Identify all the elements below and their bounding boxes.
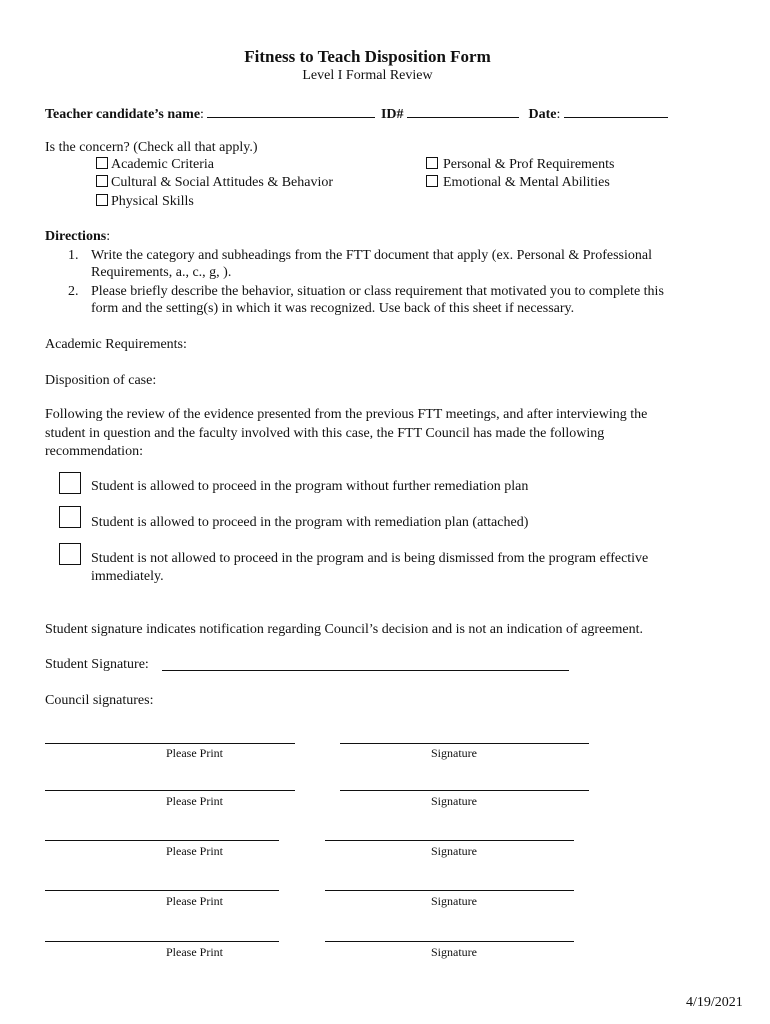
form-subtitle: Level I Formal Review xyxy=(302,68,433,83)
direction-item-1-line1: Write the category and subheadings from the FTT document that apply (ex. Personal & Professional xyxy=(91,248,652,263)
signature-line-1[interactable] xyxy=(340,743,589,744)
signature-label-1: Signature xyxy=(431,746,477,760)
print-line-4[interactable] xyxy=(45,890,279,891)
review-text-line2: student in question and the faculty involved with this case, the FTT Council has made the following xyxy=(45,426,605,441)
print-label-5: Please Print xyxy=(166,945,223,959)
concern-option-cultural[interactable] xyxy=(96,175,333,191)
option-label: Cultural & Social Attitudes & Behavior xyxy=(111,175,334,190)
checkbox[interactable] xyxy=(426,157,438,169)
name-colon: : xyxy=(200,107,204,122)
checkbox[interactable] xyxy=(426,175,438,187)
checkbox[interactable] xyxy=(96,194,108,206)
review-text-line3: recommendation: xyxy=(45,444,143,459)
recommendation-3-text-line2: immediately. xyxy=(91,569,164,584)
print-line-3[interactable] xyxy=(45,840,279,841)
footer-date: 4/19/2021 xyxy=(686,995,743,1010)
recommendation-checkbox-1[interactable] xyxy=(59,472,81,494)
signature-line-4[interactable] xyxy=(325,890,574,891)
concern-question: Is the concern? (Check all that apply.) xyxy=(45,140,258,155)
concern-option-academic[interactable] xyxy=(96,157,214,173)
concern-option-personal[interactable] xyxy=(426,157,614,173)
checkbox[interactable] xyxy=(96,175,108,187)
council-signatures-label: Council signatures: xyxy=(45,693,154,708)
print-line-5[interactable] xyxy=(45,941,279,942)
concern-option-emotional[interactable] xyxy=(426,175,610,191)
directions-colon: : xyxy=(106,229,111,244)
recommendation-2-text: Student is allowed to proceed in the program with remediation plan (attached) xyxy=(91,515,529,530)
option-label: Emotional & Mental Abilities xyxy=(443,175,610,190)
option-label: Personal & Prof Requirements xyxy=(443,157,615,172)
id-field[interactable] xyxy=(407,104,519,118)
direction-item-1-line2: Requirements, a., c., g, ). xyxy=(91,265,232,280)
print-label-2: Please Print xyxy=(166,794,223,808)
form-title: Fitness to Teach Disposition Form xyxy=(244,47,491,66)
date-field[interactable] xyxy=(564,104,668,118)
date-colon: : xyxy=(556,107,561,122)
directions-heading xyxy=(45,229,110,245)
signature-line-3[interactable] xyxy=(325,840,574,841)
header-fields xyxy=(45,104,668,123)
direction-item-2-line1: Please briefly describe the behavior, situation or class requirement that motivated you to complete this xyxy=(91,284,664,299)
direction-num-1: 1. xyxy=(68,248,79,263)
student-signature-line[interactable] xyxy=(162,670,569,671)
academic-requirements-label: Academic Requirements: xyxy=(45,337,187,352)
concern-option-physical[interactable] xyxy=(96,194,194,210)
recommendation-checkbox-3[interactable] xyxy=(59,543,81,565)
date-label: Date xyxy=(528,107,557,122)
signature-note: Student signature indicates notification regarding Council’s decision and is not an indication of agreement. xyxy=(45,622,643,637)
direction-num-2: 2. xyxy=(68,284,79,299)
id-label: ID# xyxy=(380,107,404,122)
option-label: Physical Skills xyxy=(111,194,194,209)
print-line-1[interactable] xyxy=(45,743,295,744)
signature-label-4: Signature xyxy=(431,894,477,908)
print-label-3: Please Print xyxy=(166,844,223,858)
direction-item-2-line2: form and the setting(s) in which it was recognized. Use back of this sheet if necessary. xyxy=(91,301,575,316)
student-signature-label: Student Signature: xyxy=(45,657,149,672)
checkbox[interactable] xyxy=(96,157,108,169)
signature-label-5: Signature xyxy=(431,945,477,959)
signature-label-2: Signature xyxy=(431,794,477,808)
name-label: Teacher candidate’s name xyxy=(45,107,201,122)
signature-label-3: Signature xyxy=(431,844,477,858)
disposition-label: Disposition of case: xyxy=(45,373,157,388)
name-field[interactable] xyxy=(207,104,375,118)
option-label: Academic Criteria xyxy=(111,157,215,172)
review-text-line1: Following the review of the evidence presented from the previous FTT meetings, and after interviewing the xyxy=(45,407,648,422)
recommendation-3-text: Student is not allowed to proceed in the program and is being dismissed from the program effective xyxy=(91,551,649,566)
print-label-4: Please Print xyxy=(166,894,223,908)
print-label-1: Please Print xyxy=(166,746,223,760)
directions-label: Directions xyxy=(45,229,107,244)
signature-line-2[interactable] xyxy=(340,790,589,791)
signature-line-5[interactable] xyxy=(325,941,574,942)
print-line-2[interactable] xyxy=(45,790,295,791)
recommendation-checkbox-2[interactable] xyxy=(59,506,81,528)
recommendation-1-text: Student is allowed to proceed in the program without further remediation plan xyxy=(91,479,529,494)
